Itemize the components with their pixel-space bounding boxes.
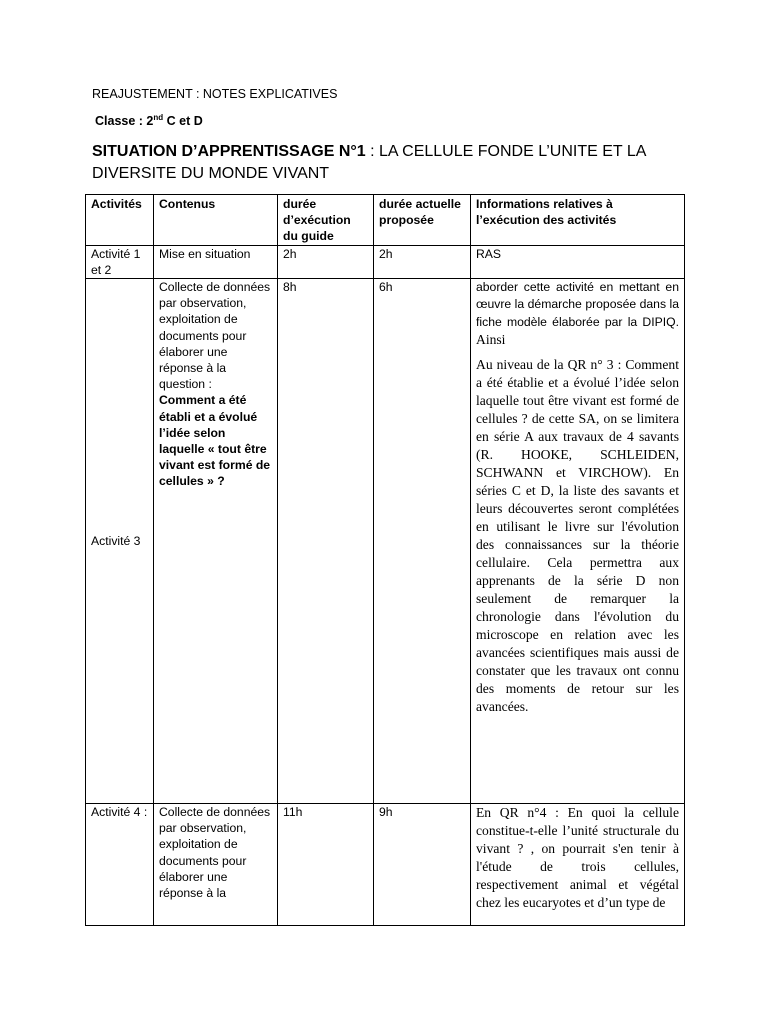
class-prefix: Classe : 2 xyxy=(95,114,154,129)
cell-duree-guide: 2h xyxy=(278,245,374,278)
table-row xyxy=(86,804,685,926)
info-p1-serif: Ainsi xyxy=(476,332,506,348)
document-header-title: REAJUSTEMENT : NOTES EXPLICATIVES xyxy=(92,87,338,101)
cell-activite: Activité 3 xyxy=(86,279,154,804)
cell-duree-proposee: 2h xyxy=(374,245,471,278)
cell-duree-proposee: 9h xyxy=(374,804,471,926)
cell-contenu: Mise en situation xyxy=(154,245,278,278)
contenu-text: Collecte de données par observation, exploitation de documents pour élaborer une réponse à la xyxy=(159,805,271,901)
info-p1-sans: aborder cette activité en mettant en œuvre la démarche proposée dans la fiche modèle élaborée par la DIPIQ. xyxy=(476,280,679,330)
header-duree-guide: durée d’exécution du guide xyxy=(278,195,374,246)
header-activites: Activités xyxy=(86,195,154,246)
class-superscript: nd xyxy=(153,113,164,122)
cell-activite: Activité 4 : xyxy=(86,804,154,926)
situation-title xyxy=(92,141,692,185)
situation-text: : LA CELLULE FONDE L’UNITE ET LA DIVERSITE DU MONDE VIVANT xyxy=(92,143,646,182)
info-paragraph-1 xyxy=(476,279,679,349)
contenu-question: Comment a été établi et a évolué l’idée selon laquelle « tout être vivant est formé de cellules » ? xyxy=(159,393,271,489)
header-duree-proposee: durée actuelle proposée xyxy=(374,195,471,246)
cell-info: RAS xyxy=(471,245,685,278)
contenu-intro: Collecte de données par observation, exploitation de documents pour élaborer une réponse à la question : xyxy=(159,280,271,392)
situation-label: SITUATION D’APPRENTISSAGE N°1 xyxy=(92,143,366,160)
cell-duree-proposee: 6h xyxy=(374,279,471,804)
info-paragraph-2: Au niveau de la QR n° 3 : Comment a été établie et a évolué l’idée selon laquelle tout être vivant est formé de cellules ? de cette SA, on se limitera en série A aux travaux de 4 savants (R. HOOKE, SCHLEIDEN, SCHWANN et VIRCHOW). En séries C et D, la liste des savants et leurs découvertes seront complétées en utilisant le livre sur l'évolution des connaissances sur la théorie cellulaire. Cela permettra aux apprenants de la série D non seulement de remarquer la chronologie dans l'évolution du microscope en relation avec les avancées scientifiques mais aussi de constater que les travaux ont connu des moments de retour sur les avancées. xyxy=(476,357,679,715)
table-row xyxy=(86,279,685,804)
class-suffix: C et D xyxy=(163,114,203,129)
activities-table xyxy=(85,194,685,926)
cell-contenu xyxy=(154,279,278,804)
table-row xyxy=(86,245,685,278)
table-header-row xyxy=(86,195,685,246)
header-informations: Informations relatives à l’exécution des activités xyxy=(471,195,685,246)
class-line xyxy=(95,113,203,128)
cell-duree-guide: 8h xyxy=(278,279,374,804)
cell-info xyxy=(471,804,685,926)
info-text: En QR n°4 : En quoi la cellule constitue-t-elle l’unité structurale du vivant ? , on pourrait s'en tenir à l'étude de trois cellules, respectivement animal et végétal chez les eucaryotes et d’un type de xyxy=(476,805,679,911)
cell-activite: Activité 1 et 2 xyxy=(86,245,154,278)
cell-contenu xyxy=(154,804,278,926)
cell-info xyxy=(471,279,685,804)
header-contenus: Contenus xyxy=(154,195,278,246)
cell-duree-guide: 11h xyxy=(278,804,374,926)
